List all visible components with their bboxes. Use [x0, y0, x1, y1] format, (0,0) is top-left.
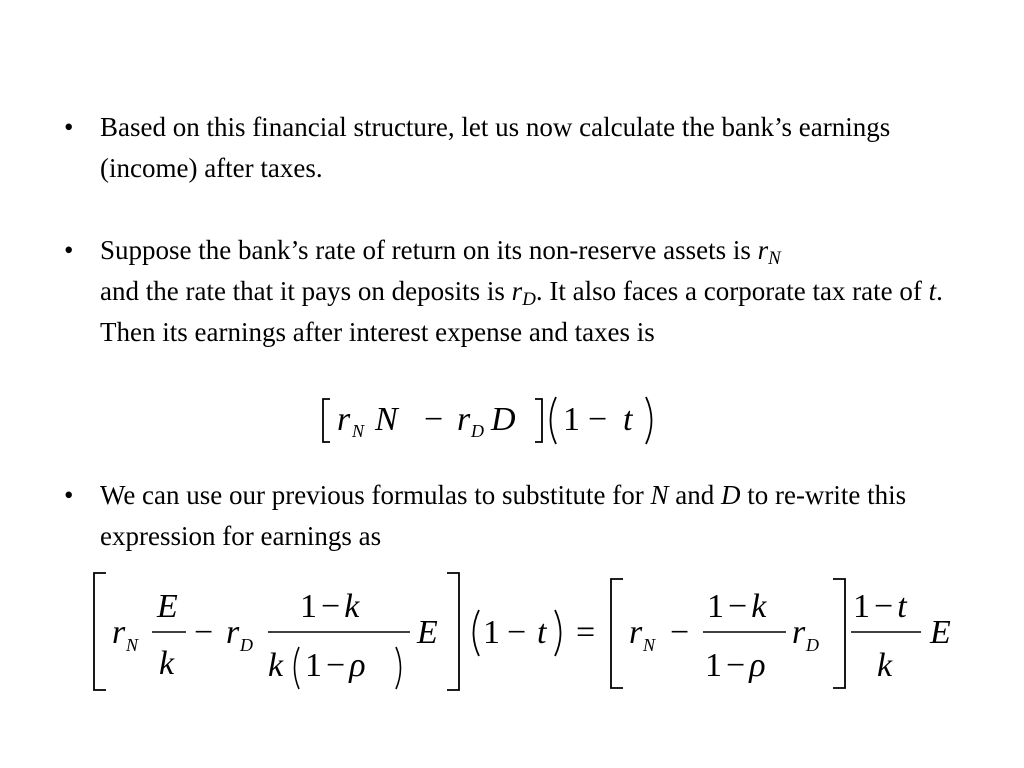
bullet-3-text-c: to re-write this expression for earnings as	[100, 480, 907, 551]
eq1-r: r	[337, 401, 351, 438]
bullet-marker: •	[64, 480, 74, 510]
eq2-E-num: E	[157, 588, 178, 625]
var-t: t	[928, 276, 937, 306]
eq2-r4: r	[792, 614, 806, 651]
big-left-bracket-2	[611, 579, 623, 688]
eq2-one-minus-k-num2: 1 − k	[707, 588, 767, 625]
eq2-D-sub: D	[240, 635, 253, 655]
bullet-3-text-a: We can use our previous formulas to substitute for	[100, 480, 651, 510]
eq2-equals: =	[576, 614, 596, 651]
var-N-sub: N	[768, 248, 781, 269]
bullet-3-text-b: and	[668, 480, 721, 510]
eq1-N-sub: N	[352, 421, 365, 441]
eq2-E: E	[417, 614, 438, 651]
eq2-one: 1	[483, 614, 500, 651]
bullet-2-text-b: and the rate that it pays on deposits is	[100, 276, 512, 306]
right-paren	[555, 610, 561, 656]
eq1-r2: r	[457, 401, 471, 438]
eq2-k-factor: k	[268, 647, 284, 684]
eq1-minus: −	[424, 401, 444, 438]
eq1-minus2: −	[588, 401, 608, 438]
eq1-one: 1	[563, 401, 580, 438]
eq2-r3: r	[629, 614, 643, 651]
eq2-minus3: −	[670, 614, 690, 651]
bullet-marker: •	[64, 235, 74, 265]
eq2-one-minus-rho-den: 1 − ρ	[705, 647, 766, 684]
big-right-bracket	[447, 573, 459, 690]
left-paren	[295, 647, 300, 689]
left-paren	[474, 610, 480, 656]
eq1-D-sub: D	[471, 421, 484, 441]
eq2-N-sub: N	[126, 635, 139, 655]
var-D-sub: D	[522, 289, 536, 310]
var-r: r	[511, 276, 523, 306]
bullet-1-text: Based on this financial structure, let us now calculate the bank’s earnings (income) after taxes.	[100, 112, 891, 183]
var-r: r	[757, 235, 769, 265]
bullet-2-text-d: . Then its earnings after interest expense and taxes is	[100, 276, 943, 347]
eq2-one-minus-rho: 1 − ρ	[305, 647, 366, 684]
eq1-D: D	[491, 401, 516, 438]
var-D: D	[720, 480, 741, 510]
eq2-t: t	[537, 614, 547, 651]
eq2-D-sub2: D	[806, 635, 819, 655]
bullet-2-text-a: Suppose the bank’s rate of return on its non-reserve assets is	[100, 235, 758, 265]
eq2-one-minus-t-num: 1 − t	[853, 588, 907, 625]
eq2-one-minus-k-num: 1 − k	[300, 588, 360, 625]
eq1-t: t	[623, 401, 633, 438]
eq2-k-den2: k	[877, 647, 893, 684]
big-left-bracket	[94, 573, 106, 690]
eq2-r2: r	[226, 614, 240, 651]
eq2-E2: E	[930, 614, 951, 651]
bullet-2-text-c: . It also faces a corporate tax rate of	[535, 276, 929, 306]
big-right-bracket-2	[833, 579, 845, 688]
eq2-N-sub2: N	[643, 635, 656, 655]
bullet-marker: •	[64, 112, 74, 142]
eq2-r: r	[112, 614, 126, 651]
eq2-minus2: −	[507, 614, 527, 651]
eq2-k-den: k	[159, 645, 175, 682]
eq1-N: N	[375, 401, 398, 438]
var-N: N	[650, 480, 669, 510]
right-paren	[396, 647, 401, 689]
eq2-minus: −	[194, 614, 214, 651]
